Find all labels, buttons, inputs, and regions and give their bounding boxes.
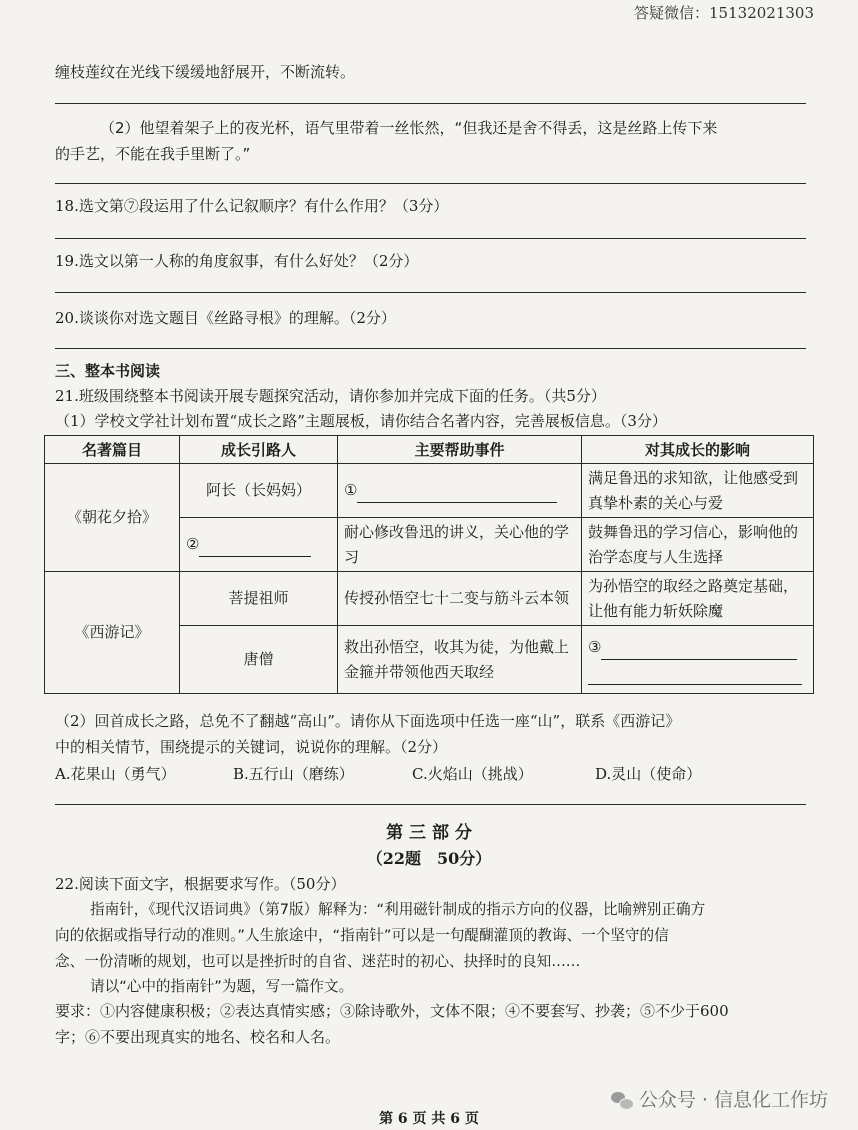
book-cell: 《西游记》 bbox=[45, 572, 180, 694]
question-18: 18.选文第⑦段运用了什么记叙顺序？有什么作用？（3分） bbox=[55, 197, 449, 215]
question-21: 21.班级围绕整本书阅读开展专题探究活动，请你参加并完成下面的任务。（共5分） bbox=[55, 387, 606, 405]
event-cell: 传授孙悟空七十二变与筋斗云本领 bbox=[338, 572, 582, 626]
effect-cell: 满足鲁迅的求知欲，让他感受到真挚朴素的关心与爱 bbox=[582, 464, 814, 518]
option-a: A.花果山（勇气） bbox=[55, 765, 176, 783]
event-cell: 耐心修改鲁迅的讲义，关心他的学习 bbox=[338, 518, 582, 572]
question-21-2-line1: （2）回首成长之路，总免不了翻越“高山”。请你从下面选项中任选一座“山”，联系《西游记》 bbox=[55, 712, 681, 730]
effect-cell: 为孙悟空的取经之路奠定基础，让他有能力斩妖除魔 bbox=[582, 572, 814, 626]
col-header-effect: 对其成长的影响 bbox=[582, 436, 814, 464]
guide-blank-cell[interactable] bbox=[180, 518, 338, 572]
book-cell: 《朝花夕拾》 bbox=[45, 464, 180, 572]
answer-line bbox=[55, 238, 806, 239]
part-title: 第 三 部 分 bbox=[386, 823, 472, 843]
table-row bbox=[45, 572, 814, 626]
fill-blank-3b[interactable] bbox=[588, 684, 802, 685]
option-d: D.灵山（使命） bbox=[595, 765, 702, 783]
prompt-line2: 向的依据或指导行动的准则。”人生旅途中，“指南针”可以是一句醍醐灌顶的教诲、一个坚守的信 bbox=[55, 927, 669, 944]
blank-marker: ③ bbox=[588, 637, 602, 656]
answer-line bbox=[55, 804, 806, 805]
requirements-line1: 要求：①内容健康积极；②表达真情实感；③除诗歌外，文体不限；④不要套写、抄袭；⑤不少于600 bbox=[55, 1002, 729, 1020]
part-subtitle: （22题 50分） bbox=[366, 849, 492, 868]
page-number: 第 6 页 共 6 页 bbox=[379, 1111, 479, 1127]
effect-cell: 鼓舞鲁迅的学习信心，影响他的治学态度与人生选择 bbox=[582, 518, 814, 572]
header-contact: 答疑微信：15132021303 bbox=[634, 4, 814, 22]
col-header-guide: 成长引路人 bbox=[180, 436, 338, 464]
prompt-line1: 指南针，《现代汉语词典》（第7版）解释为：“利用磁针制成的指示方向的仪器，比喻辨别正确方 bbox=[90, 901, 706, 918]
guide-cell: 唐僧 bbox=[180, 626, 338, 694]
col-header-book: 名著篇目 bbox=[45, 436, 180, 464]
fill-blank-1[interactable] bbox=[357, 502, 557, 503]
growth-table bbox=[44, 435, 814, 694]
option-b: B.五行山（磨练） bbox=[233, 765, 354, 783]
question-22: 22.阅读下面文字，根据要求写作。（50分） bbox=[55, 875, 346, 893]
question-21-2-line2: 中的相关情节，围绕提示的关键词，说说你的理解。（2分） bbox=[55, 738, 448, 756]
table-header-row bbox=[45, 436, 814, 464]
event-blank-cell[interactable] bbox=[338, 464, 582, 518]
q17-item2-line1: （2）他望着架子上的夜光杯，语气里带着一丝怅然，“但我还是舍不得丢，这是丝路上传下来 bbox=[100, 119, 718, 137]
blank-marker: ② bbox=[186, 535, 200, 553]
answer-line bbox=[55, 183, 806, 184]
prompt-line3: 念、一份清晰的规划，也可以是挫折时的自省、迷茫时的初心、抉择时的良知…… bbox=[55, 953, 581, 970]
q17-line1: 缠枝莲纹在光线下缓缓地舒展开，不断流转。 bbox=[55, 63, 356, 81]
col-header-event: 主要帮助事件 bbox=[338, 436, 582, 464]
question-20: 20.谈谈你对选文题目《丝路寻根》的理解。（2分） bbox=[55, 309, 396, 327]
guide-cell: 菩提祖师 bbox=[180, 572, 338, 626]
event-cell: 救出孙悟空，收其为徒，为他戴上金箍并带领他西天取经 bbox=[338, 626, 582, 694]
question-21-1: （1）学校文学社计划布置“成长之路”主题展板，请你结合名著内容，完善展板信息。（3分） bbox=[55, 412, 667, 430]
prompt-line4: 请以“心中的指南针”为题，写一篇作文。 bbox=[90, 978, 354, 995]
wechat-icon bbox=[611, 1092, 633, 1110]
answer-line bbox=[55, 292, 806, 293]
requirements-line2: 字；⑥不要出现真实的地名、校名和人名。 bbox=[55, 1028, 341, 1046]
blank-marker: ① bbox=[344, 481, 358, 499]
answer-line bbox=[55, 348, 806, 349]
table-row bbox=[45, 464, 814, 518]
section-title: 三、整本书阅读 bbox=[55, 362, 161, 380]
watermark-text: 公众号 · 信息化工作坊 bbox=[638, 1089, 828, 1111]
question-19: 19.选文以第一人称的角度叙事，有什么好处？（2分） bbox=[55, 252, 419, 270]
answer-line bbox=[55, 103, 806, 104]
guide-cell: 阿长（长妈妈） bbox=[180, 464, 338, 518]
fill-blank-2[interactable] bbox=[199, 556, 311, 557]
effect-blank-cell[interactable] bbox=[582, 626, 814, 694]
q17-item2-line2: 的手艺，不能在我手里断了。” bbox=[55, 145, 251, 163]
option-c: C.火焰山（挑战） bbox=[412, 765, 533, 783]
